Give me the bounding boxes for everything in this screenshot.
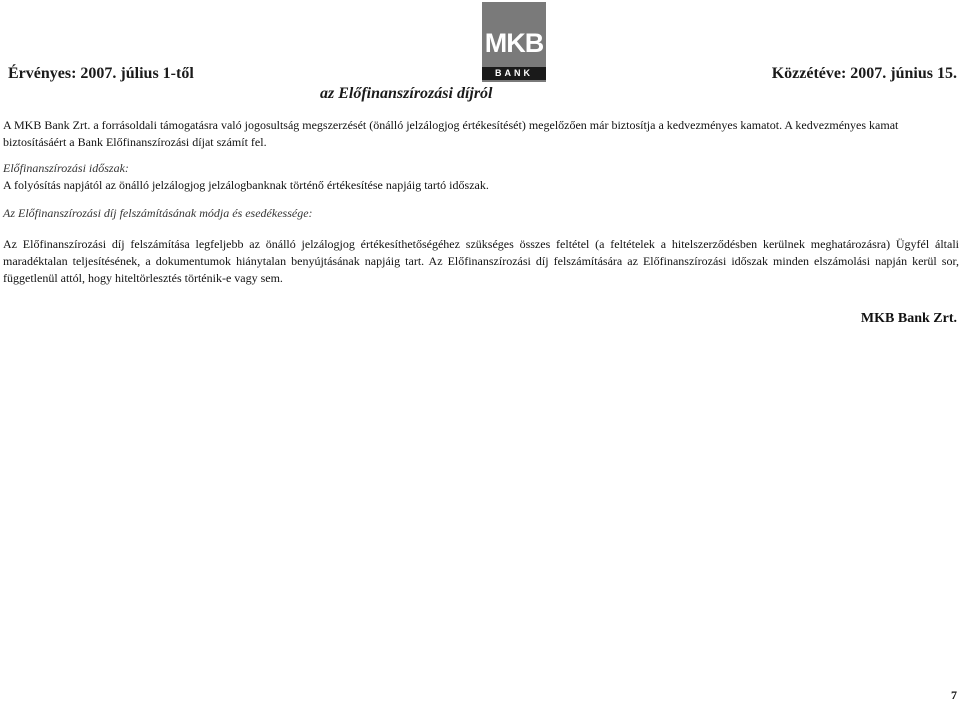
page-number: 7 <box>951 688 957 702</box>
period-paragraph: A folyósítás napjától az önálló jelzálogjog jelzálogbanknak történő értékesítése napjáig tartó időszak. <box>3 178 489 192</box>
period-heading: Előfinanszírozási időszak: <box>3 161 129 175</box>
logo-bank-text: BANK <box>495 68 533 78</box>
fee-heading: Az Előfinanszírozási díj felszámításának módja és esedékessége: <box>3 206 313 220</box>
mkb-bank-logo <box>482 2 546 82</box>
document-body <box>3 117 959 287</box>
fee-paragraph: Az Előfinanszírozási díj felszámítása legfeljebb az önálló jelzálogjog értékesíthetőségéhez szükséges összes feltétel (a feltételek a hitelszerződésben kerülnek meghatározásra) Ügyfél általi maradéktalan teljesítésének, a dokumentumok hiánytalan benyújtásának napjáig tart. Az Előfinanszírozási díj felszámítására az Előfinanszírozási időszak minden elszámolási napján kerül sor, függetlenül attól, hogy hiteltörlesztés történik-e vagy sem. <box>3 237 959 285</box>
document-title: az Előfinanszírozási díjról <box>320 85 493 102</box>
effective-date: Érvényes: 2007. július 1-től <box>8 65 194 82</box>
intro-paragraph: A MKB Bank Zrt. a forrásoldali támogatásra való jogosultság megszerzését (önálló jelzálogjog értékesítését) megelőzően már biztosítja a kedvezményes kamatot. A kedvezményes kamat biztosításáért a Bank Előfinanszírozási díjat számít fel. <box>3 118 899 149</box>
signature: MKB Bank Zrt. <box>860 311 957 326</box>
logo-bank-bar <box>482 67 546 80</box>
logo-letters: MKB <box>484 28 544 58</box>
published-date: Közzétéve: 2007. június 15. <box>771 65 957 82</box>
